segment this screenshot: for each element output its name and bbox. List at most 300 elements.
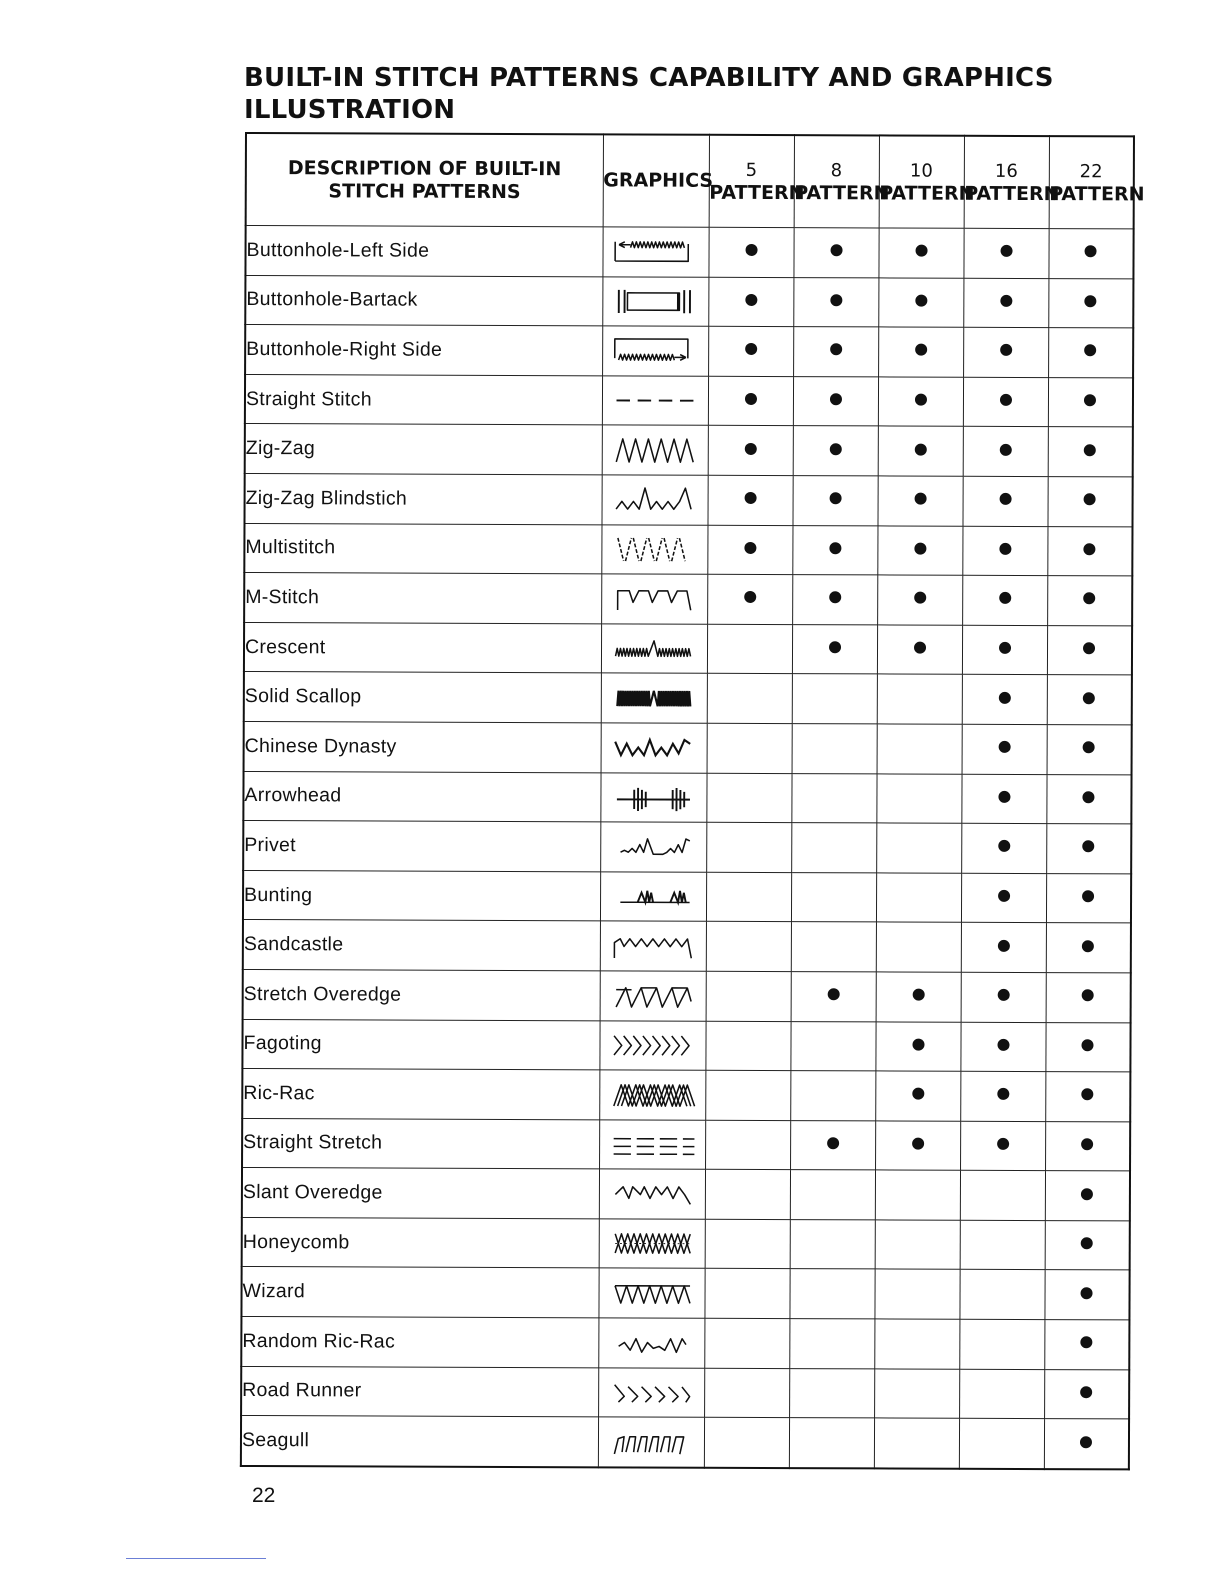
capability-cell [874, 1369, 959, 1419]
stitch-graphic-cell [602, 326, 708, 376]
capability-dot [997, 989, 1009, 1001]
capability-cell [962, 526, 1047, 576]
capability-cell [704, 1318, 789, 1368]
capability-dot [912, 989, 924, 1001]
capability-cell [962, 625, 1047, 675]
stitch-graphic-cell [600, 772, 706, 822]
page-number: 22 [252, 1484, 276, 1507]
capability-cell [959, 1369, 1044, 1419]
capability-cell [1045, 1022, 1130, 1072]
capability-dot [1085, 295, 1097, 307]
table-row [241, 1416, 1129, 1470]
capability-cell [707, 574, 792, 624]
title-line-2: ILLUSTRATION [244, 95, 456, 125]
stitch-graphic-cell [599, 1219, 705, 1269]
capability-dot [914, 642, 926, 654]
capability-dot [1000, 245, 1012, 257]
capability-cell [1047, 526, 1132, 576]
capability-cell [791, 972, 876, 1022]
stitch-graphic-cell [600, 921, 706, 971]
capability-cell [878, 278, 963, 328]
capability-cell [1046, 824, 1131, 874]
capability-cell [708, 277, 793, 327]
table-row [243, 969, 1131, 1022]
capability-cell [962, 724, 1047, 774]
capability-cell [877, 674, 962, 724]
capability-cell [789, 1269, 874, 1319]
capability-cell [791, 823, 876, 873]
capability-cell [877, 476, 962, 526]
capability-cell [960, 1220, 1045, 1270]
pattern-8-header [794, 135, 890, 228]
capability-dot [998, 840, 1010, 852]
capability-dot [1081, 1287, 1093, 1299]
capability-dot [998, 741, 1010, 753]
capability-cell [1047, 576, 1132, 626]
table-row [244, 573, 1132, 626]
stitch-graphic-cell [599, 1120, 705, 1170]
capability-cell [790, 1170, 875, 1220]
capability-dot [999, 592, 1011, 604]
capability-cell [875, 1170, 960, 1220]
capability-cell [1044, 1419, 1129, 1469]
capability-cell [791, 872, 876, 922]
capability-dot [998, 692, 1010, 704]
header-row [246, 133, 1134, 229]
title-line-1: BUILT-IN STITCH PATTERNS CAPABILITY AND GRAPHICS [244, 63, 1054, 93]
stitch-graphic-cell [600, 971, 706, 1021]
capability-cell [875, 1121, 960, 1171]
road-runner-icon [601, 1374, 701, 1410]
stitch-graphic-cell [601, 673, 707, 723]
capability-dot [914, 443, 926, 455]
capability-cell [791, 922, 876, 972]
stitch-name: Sandcastle [243, 920, 600, 971]
capability-cell [706, 872, 791, 922]
capability-cell [1047, 477, 1132, 527]
capability-cell [874, 1269, 959, 1319]
capability-dot [997, 1088, 1009, 1100]
capability-cell [876, 823, 961, 873]
capability-cell [705, 1170, 790, 1220]
capability-cell [708, 227, 793, 277]
capability-dot [1084, 444, 1096, 456]
table-row [245, 325, 1133, 378]
stitch-name: Slant Overedge [242, 1168, 599, 1219]
capability-cell [1045, 1121, 1130, 1171]
stitch-graphic-cell [599, 1070, 705, 1120]
capability-cell [875, 1021, 960, 1071]
capability-cell [1044, 1270, 1129, 1320]
straight-stretch-icon [602, 1126, 702, 1162]
capability-cell [707, 674, 792, 724]
capability-cell [790, 1120, 875, 1170]
pattern-5-header [709, 135, 805, 228]
capability-cell [706, 922, 791, 972]
stitch-graphic-cell [598, 1268, 704, 1318]
capability-dot [999, 642, 1011, 654]
pattern-16-header [964, 136, 1060, 229]
graphics-header: GRAPHICS [603, 134, 709, 227]
capability-dot [830, 344, 842, 356]
capability-cell [792, 575, 877, 625]
m-stitch-icon [604, 581, 704, 617]
stitch-name: Buttonhole-Left Side [245, 226, 602, 277]
capability-cell [876, 873, 961, 923]
stitch-name: Seagull [241, 1416, 598, 1467]
capability-dot [914, 394, 926, 406]
stitch-name: Buttonhole-Bartack [245, 275, 602, 326]
capability-cell [960, 1022, 1045, 1072]
capability-cell [1048, 427, 1133, 477]
capability-cell [878, 426, 963, 476]
capability-cell [793, 426, 878, 476]
stitch-pattern-table [240, 132, 1145, 1470]
capability-cell [959, 1270, 1044, 1320]
table-row [245, 424, 1133, 477]
capability-dot [1082, 940, 1094, 952]
table-row [241, 1267, 1129, 1320]
capability-dot [1081, 1138, 1093, 1150]
table-row [244, 473, 1132, 526]
capability-cell [790, 1219, 875, 1269]
stitch-name: Random Ric-Rac [241, 1317, 598, 1368]
capability-cell [1048, 328, 1133, 378]
pattern-count: 16 [994, 160, 1018, 182]
capability-cell [1048, 229, 1133, 279]
pattern-22-header [1049, 136, 1145, 229]
capability-cell [877, 525, 962, 575]
capability-cell [878, 377, 963, 427]
capability-cell [1046, 873, 1131, 923]
arrowhead-icon [603, 779, 703, 815]
capability-cell [708, 376, 793, 426]
capability-dot [1081, 1337, 1093, 1349]
stitch-graphic-cell [600, 822, 706, 872]
stitch-name: Road Runner [241, 1366, 598, 1417]
stitch-graphic-cell [599, 1020, 705, 1070]
capability-dot [912, 1088, 924, 1100]
capability-cell [878, 327, 963, 377]
capability-cell [962, 675, 1047, 725]
table-row [243, 821, 1131, 874]
capability-cell [876, 922, 961, 972]
capability-cell [1048, 278, 1133, 328]
table-row [244, 721, 1132, 774]
capability-dot [915, 245, 927, 257]
capability-dot [1081, 1237, 1093, 1249]
capability-dot [1082, 890, 1094, 902]
stitch-graphic-cell [599, 1169, 705, 1219]
capability-cell [789, 1368, 874, 1418]
capability-dot [999, 394, 1011, 406]
capability-cell [704, 1368, 789, 1418]
pattern-label: PATTERN [709, 181, 805, 204]
capability-cell [708, 426, 793, 476]
capability-cell [706, 822, 791, 872]
table-row [245, 226, 1133, 279]
capability-cell [960, 1121, 1045, 1171]
stitch-graphic-cell [602, 425, 708, 475]
capability-dot [744, 393, 756, 405]
capability-cell [963, 278, 1048, 328]
bunting-icon [603, 878, 703, 914]
multistitch-icon [604, 531, 704, 567]
capability-cell [706, 773, 791, 823]
capability-dot [830, 294, 842, 306]
buttonhole-left-icon [605, 234, 705, 270]
capability-cell [876, 972, 961, 1022]
ric-rac-icon [602, 1077, 702, 1113]
solid-scallop-icon [604, 680, 704, 716]
stitch-graphic-cell [602, 276, 708, 326]
table-row [244, 523, 1132, 576]
capability-cell [793, 277, 878, 327]
capability-dot [915, 294, 927, 306]
capability-cell [707, 723, 792, 773]
capability-dot [1082, 1089, 1094, 1101]
buttonhole-right-icon [605, 333, 705, 369]
capability-dot [999, 493, 1011, 505]
page-title [244, 62, 1144, 126]
capability-cell [959, 1419, 1044, 1469]
table-row [242, 1118, 1130, 1171]
table-row [245, 275, 1133, 328]
capability-cell [1048, 377, 1133, 427]
capability-cell [1045, 1220, 1130, 1270]
capability-cell [874, 1418, 959, 1468]
capability-dot [1082, 841, 1094, 853]
stitch-name: Ric-Rac [242, 1069, 599, 1120]
table-row [243, 771, 1131, 824]
capability-cell [707, 525, 792, 575]
capability-cell [963, 427, 1048, 477]
capability-dot [1083, 692, 1095, 704]
stitch-name: Fagoting [242, 1019, 599, 1070]
capability-cell [707, 624, 792, 674]
capability-dot [1084, 493, 1096, 505]
stitch-graphic-cell [601, 475, 707, 525]
capability-cell [790, 1021, 875, 1071]
capability-dot [829, 393, 841, 405]
capability-cell [705, 1021, 790, 1071]
capability-dot [1000, 344, 1012, 356]
stitch-name: Zig-Zag [245, 424, 602, 475]
capability-dot [744, 542, 756, 554]
capability-cell [707, 475, 792, 525]
capability-cell [961, 823, 1046, 873]
capability-cell [962, 575, 1047, 625]
capability-dot [914, 592, 926, 604]
capability-dot [998, 791, 1010, 803]
capability-cell [704, 1418, 789, 1468]
table-row [244, 622, 1132, 675]
capability-cell [1046, 923, 1131, 973]
capability-cell [1047, 675, 1132, 725]
capability-cell [793, 327, 878, 377]
zigzag-blindstitch-icon [605, 482, 705, 518]
zigzag-icon [605, 432, 705, 468]
capability-cell [959, 1319, 1044, 1369]
capability-dot [1080, 1436, 1092, 1448]
capability-cell [704, 1269, 789, 1319]
capability-cell [877, 625, 962, 675]
capability-dot [1084, 543, 1096, 555]
stretch-overedge-icon [603, 978, 703, 1014]
pattern-count: 10 [909, 160, 933, 182]
stitch-graphic-cell [598, 1417, 704, 1468]
capability-cell [1046, 774, 1131, 824]
capability-cell [961, 923, 1046, 973]
capability-dot [829, 592, 841, 604]
capability-dot [999, 543, 1011, 555]
pattern-count: 22 [1079, 160, 1103, 182]
capability-cell [792, 674, 877, 724]
capability-cell [705, 1120, 790, 1170]
capability-cell [878, 228, 963, 278]
stitch-name: Wizard [241, 1267, 598, 1318]
wizard-icon [601, 1275, 701, 1311]
capability-dot [744, 492, 756, 504]
capability-cell [792, 476, 877, 526]
capability-dot [1081, 1188, 1093, 1200]
footer-rule [126, 1558, 266, 1559]
capability-cell [963, 228, 1048, 278]
seagull-icon [601, 1424, 701, 1460]
capability-dot [745, 244, 757, 256]
capability-cell [789, 1418, 874, 1468]
capability-cell [960, 1171, 1045, 1221]
capability-cell [705, 1070, 790, 1120]
privet-icon [603, 829, 703, 865]
capability-dot [1082, 989, 1094, 1001]
sandcastle-icon [603, 928, 703, 964]
pattern-label: PATTERN [1049, 182, 1145, 205]
capability-cell [708, 326, 793, 376]
table-row [244, 672, 1132, 725]
capability-cell [792, 525, 877, 575]
capability-cell [1046, 972, 1131, 1022]
capability-cell [792, 624, 877, 674]
table-row [242, 1019, 1130, 1072]
capability-cell [961, 972, 1046, 1022]
pattern-label: PATTERN [964, 182, 1060, 205]
capability-cell [706, 971, 791, 1021]
capability-dot [830, 245, 842, 257]
capability-dot [1085, 246, 1097, 258]
capability-dot [1084, 394, 1096, 406]
stitch-name: Arrowhead [243, 771, 600, 822]
fagoting-icon [602, 1027, 702, 1063]
honeycomb-icon [602, 1226, 702, 1262]
capability-cell [705, 1219, 790, 1269]
stitch-graphic-cell [601, 723, 707, 773]
capability-dot [1083, 791, 1095, 803]
table-row [242, 1069, 1130, 1122]
capability-dot [1080, 1386, 1092, 1398]
stitch-name: Stretch Overedge [243, 969, 600, 1020]
table-body [241, 226, 1134, 1470]
pattern-label: PATTERN [879, 181, 975, 205]
capability-cell [792, 724, 877, 774]
capability-cell [1045, 1171, 1130, 1221]
capability-cell [1047, 725, 1132, 775]
capability-dot [829, 542, 841, 554]
capability-cell [791, 773, 876, 823]
table-row [242, 1168, 1130, 1221]
random-ric-rac-icon [601, 1325, 701, 1361]
capability-cell [960, 1071, 1045, 1121]
capability-dot [829, 493, 841, 505]
stitch-name: Buttonhole-Right Side [245, 325, 602, 376]
table-row [241, 1366, 1129, 1419]
stitch-name: Solid Scallop [244, 672, 601, 723]
crescent-icon [604, 630, 704, 666]
stitch-name: M-Stitch [244, 573, 601, 624]
description-header: DESCRIPTION OF BUILT-IN STITCH PATTERNS [246, 133, 603, 227]
stitch-name: Chinese Dynasty [244, 721, 601, 772]
table-row [242, 1217, 1130, 1270]
capability-dot [912, 1038, 924, 1050]
capability-dot [827, 988, 839, 1000]
capability-dot [998, 890, 1010, 902]
buttonhole-bartack-icon [605, 283, 705, 319]
stitch-name: Straight Stitch [245, 374, 602, 425]
capability-dot [744, 443, 756, 455]
stitch-graphic-cell [598, 1318, 704, 1368]
stitch-graphic-cell [601, 524, 707, 574]
capability-cell [875, 1220, 960, 1270]
pattern-count: 8 [830, 159, 843, 181]
table-row [245, 374, 1133, 427]
stitch-name: Honeycomb [242, 1217, 599, 1268]
stitch-graphic-cell [602, 227, 708, 277]
stitch-name: Multistitch [244, 523, 601, 574]
capability-dot [827, 1137, 839, 1149]
pattern-10-header [879, 135, 975, 228]
capability-dot [829, 443, 841, 455]
capability-cell [963, 327, 1048, 377]
capability-cell [790, 1071, 875, 1121]
capability-cell [877, 724, 962, 774]
stitch-graphic-cell [602, 376, 708, 426]
table-row [243, 870, 1131, 923]
pattern-count: 5 [745, 159, 758, 181]
table-row [241, 1317, 1129, 1370]
straight-stitch-icon [605, 382, 705, 418]
capability-cell [961, 774, 1046, 824]
capability-dot [745, 294, 757, 306]
stitch-graphic-cell [601, 624, 707, 674]
capability-dot [745, 343, 757, 355]
capability-cell [1045, 1072, 1130, 1122]
capability-dot [997, 1138, 1009, 1150]
capability-cell [1044, 1369, 1129, 1419]
pattern-label: PATTERN [794, 181, 890, 204]
stitch-name: Bunting [243, 870, 600, 921]
capability-cell [789, 1319, 874, 1369]
capability-dot [1084, 345, 1096, 357]
capability-dot [915, 344, 927, 356]
slant-overedge-icon [602, 1176, 702, 1212]
stitch-name: Privet [243, 821, 600, 872]
capability-dot [999, 444, 1011, 456]
capability-dot [1083, 593, 1095, 605]
capability-cell [876, 773, 961, 823]
stitch-graphic-cell [600, 872, 706, 922]
chinese-dynasty-icon [604, 730, 704, 766]
stitch-name: Crescent [244, 622, 601, 673]
